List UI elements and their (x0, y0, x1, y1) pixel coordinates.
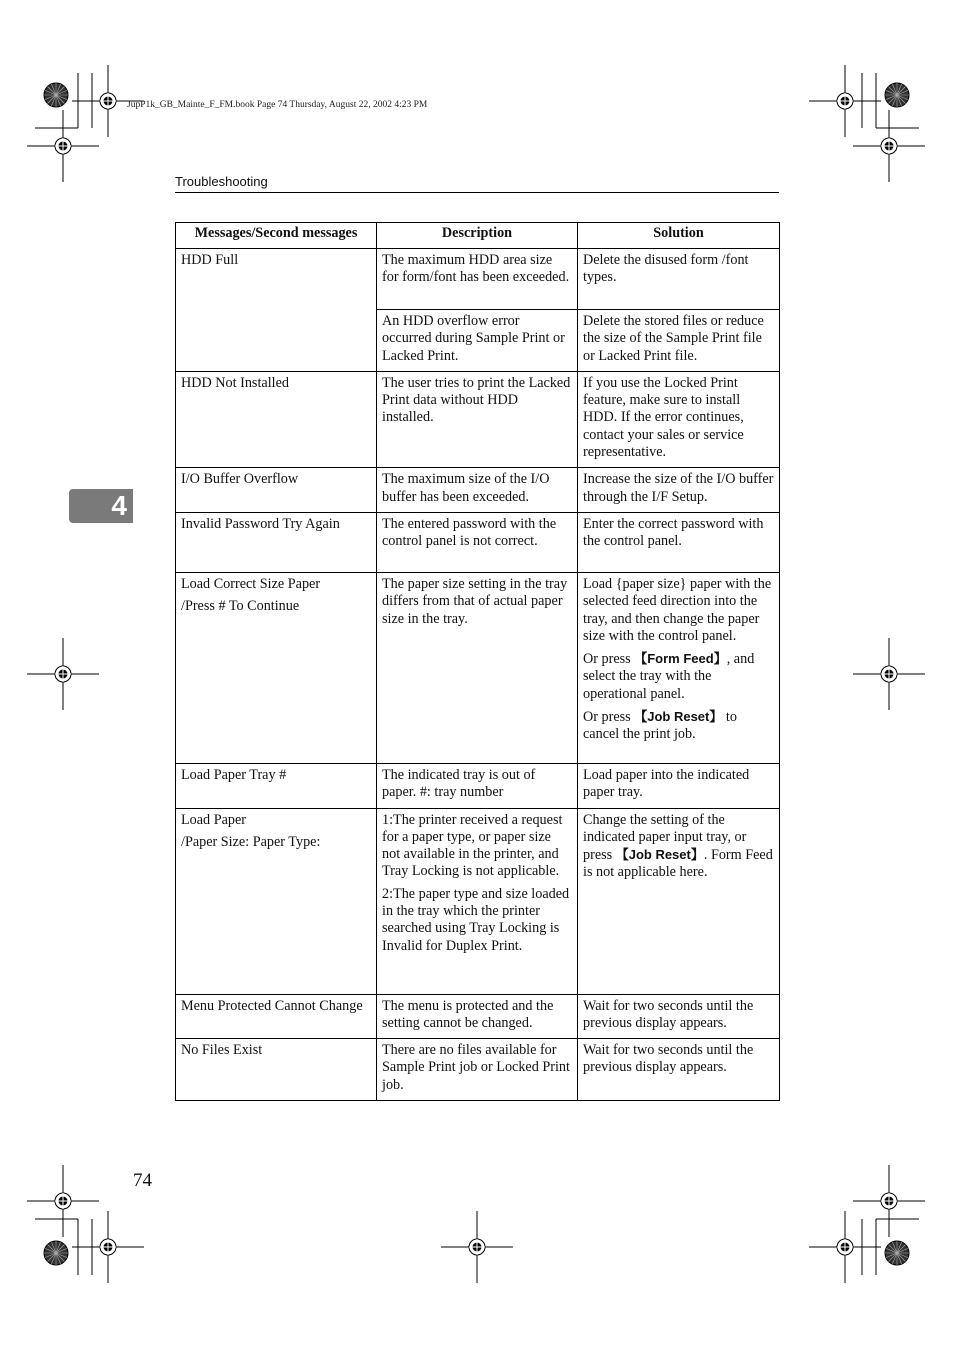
message-cell: HDD Not Installed (176, 371, 377, 467)
column-header-description: Description (377, 223, 578, 249)
message-cell: Menu Protected Cannot Change (176, 994, 377, 1039)
solution-text: Change the setting of the indicated paper input tray, or press (583, 811, 747, 864)
running-header: Troubleshooting (175, 174, 268, 189)
description-cell: An HDD overflow error occurred during Sample Print or Lacked Print. (377, 310, 578, 372)
job-reset-key: 【Job Reset】 (615, 847, 704, 863)
column-header-solution: Solution (578, 223, 780, 249)
description-cell: The menu is protected and the setting cannot be changed. (377, 994, 578, 1039)
message-cell (176, 572, 377, 763)
description-cell: The paper size setting in the tray differs from that of actual paper size in the tray. (377, 572, 578, 763)
table-row (176, 572, 780, 763)
table-header-row (176, 223, 780, 249)
solution-text: , and select the tray with the operational panel. (583, 651, 755, 702)
message-cell (176, 808, 377, 994)
message-line: /Press # To Continue (181, 598, 300, 615)
chapter-number: 4 (111, 490, 127, 521)
table-row (176, 763, 780, 808)
description-cell: The maximum HDD area size for form/font has been exceeded. (377, 249, 578, 310)
description-cell: The indicated tray is out of paper. #: tray number (377, 763, 578, 808)
solution-text: to cancel the print job. (583, 709, 737, 743)
table-row (176, 1039, 780, 1101)
solution-text: Or press (583, 651, 635, 668)
solution-paragraph: Load {paper size} paper with the selected feed direction into the tray, and then change the paper size with the control panel. (583, 575, 772, 644)
message-cell: Invalid Password Try Again (176, 512, 377, 572)
table-row (176, 249, 780, 310)
page-number: 74 (133, 1170, 152, 1191)
message-cell: I/O Buffer Overflow (176, 468, 377, 513)
message-cell: HDD Full (176, 249, 377, 372)
solution-cell: Wait for two seconds until the previous display appears. (578, 1039, 780, 1101)
description-cell (377, 808, 578, 994)
solution-text: . Form Feed is not applicable here. (583, 847, 773, 881)
messages-table (175, 222, 780, 1101)
message-line: /Paper Size: Paper Type: (181, 833, 321, 850)
description-paragraph: 1:The printer received a request for a paper type, or paper size not available in the printer, and Tray Locking is not applicable. (382, 811, 563, 880)
form-feed-key: 【Form Feed】 (634, 651, 727, 667)
solution-text: Or press (583, 709, 635, 726)
message-cell: No Files Exist (176, 1039, 377, 1101)
table-row (176, 512, 780, 572)
chapter-tab (69, 489, 133, 523)
description-cell: The maximum size of the I/O buffer has been exceeded. (377, 468, 578, 513)
solution-cell (578, 572, 780, 763)
header-rule (175, 192, 779, 193)
print-info: JupP1k_GB_Mainte_F_FM.book Page 74 Thursday, August 22, 2002 4:23 PM (127, 100, 428, 110)
description-cell: The user tries to print the Lacked Print data without HDD installed. (377, 371, 578, 467)
solution-cell (578, 808, 780, 994)
solution-cell: Wait for two seconds until the previous display appears. (578, 994, 780, 1039)
job-reset-key: 【Job Reset】 (634, 709, 723, 725)
description-paragraph: 2:The paper type and size loaded in the tray which the printer searched using Tray Locking is Invalid for Duplex Print. (382, 885, 570, 954)
table-row (176, 468, 780, 513)
column-header-messages: Messages/Second messages (176, 223, 377, 249)
table-row (176, 371, 780, 467)
solution-paragraph (583, 650, 774, 703)
solution-cell: Delete the stored files or reduce the size of the Sample Print file or Lacked Print file. (578, 310, 780, 372)
description-cell: There are no files available for Sample Print job or Locked Print job. (377, 1039, 578, 1101)
table-row (176, 808, 780, 994)
solution-cell: Increase the size of the I/O buffer through the I/F Setup. (578, 468, 780, 513)
solution-cell: Enter the correct password with the control panel. (578, 512, 780, 572)
solution-cell: Delete the disused form /font types. (578, 249, 780, 310)
solution-cell: Load paper into the indicated paper tray. (578, 763, 780, 808)
message-line: Load Correct Size Paper (181, 575, 321, 592)
message-line: Load Paper (181, 811, 247, 828)
solution-paragraph (583, 708, 774, 744)
table-row (176, 994, 780, 1039)
message-cell: Load Paper Tray # (176, 763, 377, 808)
solution-cell: If you use the Locked Print feature, make sure to install HDD. If the error continues, contact your sales or service representative. (578, 371, 780, 467)
description-cell: The entered password with the control panel is not correct. (377, 512, 578, 572)
